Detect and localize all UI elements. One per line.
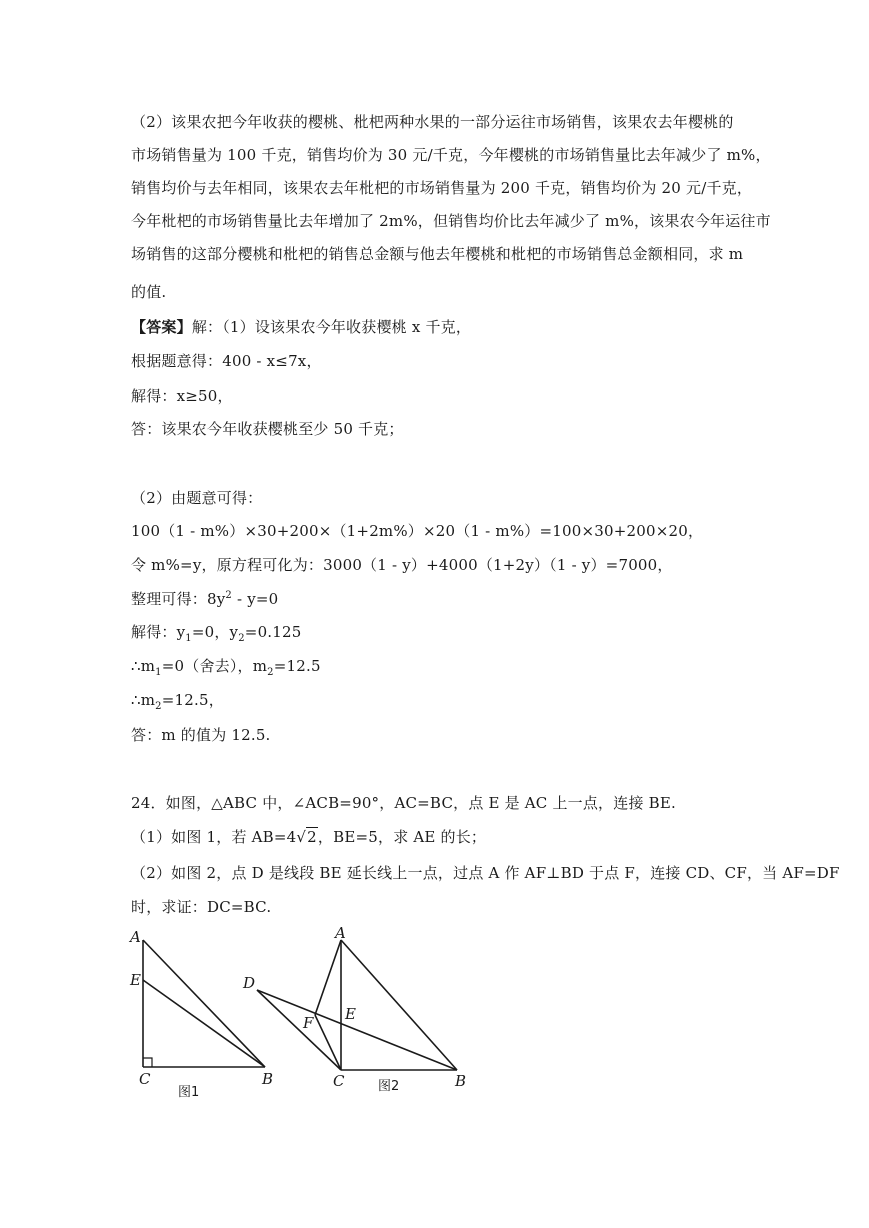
eq10-post: =12.5 xyxy=(273,657,321,675)
eq8-pre: 整理可得：8y xyxy=(131,590,226,608)
answer-line-7: 令 m%=y，原方程可化为：3000（1 - y）+4000（1+2y）（1 - y）=7000， xyxy=(131,556,673,574)
answer-line-8 xyxy=(131,589,278,609)
fig2-segment-db xyxy=(257,990,457,1070)
fig2-segment-fc xyxy=(315,1015,341,1070)
eq10-sub1: 1 xyxy=(155,667,162,678)
eq11-post: =12.5， xyxy=(161,691,224,709)
answer-label: 【答案】 xyxy=(131,318,192,336)
problem-line-2: 市场销售量为 100 千克，销售均价为 30 元/千克，今年樱桃的市场销售量比去年减少了 m%， xyxy=(131,146,771,164)
fig1-caption: 图1 xyxy=(178,1085,200,1100)
answer-line-10 xyxy=(131,656,321,676)
fig1-label-a: A xyxy=(130,928,141,946)
eq10-mid: =0（舍去），m xyxy=(161,657,268,675)
answer-line-2: 根据题意得：400 - x≤7x， xyxy=(131,352,322,370)
figure-2 xyxy=(257,940,457,1070)
fig2-label-b: B xyxy=(455,1072,467,1090)
answer-line-3: 解得：x≥50， xyxy=(131,387,233,405)
fig1-right-angle-mark xyxy=(143,1058,152,1067)
fig1-label-c: C xyxy=(139,1070,151,1088)
eq8-sup: 2 xyxy=(225,590,232,601)
answer-line-9 xyxy=(131,622,302,642)
eq9-sub2: 2 xyxy=(238,633,245,644)
answer-line-11 xyxy=(131,690,224,710)
answer-text-1: 解：（1）设该果农今年收获樱桃 x 千克， xyxy=(191,318,472,336)
q24-line-3: （2）如图 2，点 D 是线段 BE 延长线上一点，过点 A 作 AF⊥BD 于点 F，连接 CD、CF，当 AF=DF xyxy=(131,864,840,882)
fig2-label-d: D xyxy=(243,974,256,992)
geometry-figures xyxy=(125,920,475,1105)
eq9-mid: =0，y xyxy=(191,623,239,641)
answer-line-12: 答：m 的值为 12.5. xyxy=(131,726,271,744)
fig1-segment-eb xyxy=(143,980,265,1067)
eq10-sub2: 2 xyxy=(267,667,274,678)
sqrt-symbol: √ xyxy=(296,828,307,846)
eq8-post: - y=0 xyxy=(231,590,279,608)
problem-line-5: 场销售的这部分樱桃和枇杷的销售总金额与他去年樱桃和枇杷的市场销售总金额相同，求 m xyxy=(131,245,744,263)
fig2-label-f: F xyxy=(303,1014,314,1032)
eq9-sub1: 1 xyxy=(185,633,192,644)
q24-line-2 xyxy=(131,827,486,847)
answer-line-5: （2）由题意可得： xyxy=(131,489,263,507)
eq11-sub: 2 xyxy=(155,701,162,712)
fig1-segment-ab xyxy=(143,940,265,1067)
answer-line-1 xyxy=(131,317,471,337)
sqrt-radicand: 2 xyxy=(307,828,317,846)
fig2-label-e: E xyxy=(345,1005,356,1023)
fig1-label-b: B xyxy=(262,1070,274,1088)
eq9-post: =0.125 xyxy=(244,623,302,641)
figure-1 xyxy=(143,940,265,1067)
eq10-pre: ∴m xyxy=(131,657,156,675)
fig2-segment-dc xyxy=(257,990,341,1070)
q24-line-1: 24．如图，△ABC 中，∠ACB=90°，AC=BC，点 E 是 AC 上一点，连接 BE. xyxy=(131,794,676,812)
problem-line-3: 销售均价与去年相同，该果农去年枇杷的市场销售量为 200 千克，销售均价为 20 元/千克， xyxy=(131,179,753,197)
q24-line-4: 时，求证：DC=BC. xyxy=(131,898,272,916)
fig2-caption: 图2 xyxy=(378,1079,400,1094)
answer-line-6: 100（1 - m%）×30+200×（1+2m%）×20（1 - m%）=100×30+200×20， xyxy=(131,522,704,540)
fig2-label-a: A xyxy=(335,924,346,942)
fig2-segment-ab xyxy=(341,940,457,1070)
problem-line-1: （2）该果农把今年收获的樱桃、枇杷两种水果的一部分运往市场销售，该果农去年樱桃的 xyxy=(131,113,734,131)
answer-line-4: 答：该果农今年收获樱桃至少 50 千克； xyxy=(131,420,404,438)
q24-l2-post: ，BE=5，求 AE 的长； xyxy=(317,828,487,846)
problem-line-6: 的值. xyxy=(131,283,167,301)
eq11-pre: ∴m xyxy=(131,691,156,709)
fig2-label-c: C xyxy=(333,1072,345,1090)
q24-l2-pre: （1）如图 1，若 AB=4 xyxy=(131,828,297,846)
fig1-label-e: E xyxy=(130,971,141,989)
eq9-pre: 解得：y xyxy=(131,623,186,641)
fig2-segment-af xyxy=(315,940,341,1015)
problem-line-4: 今年枇杷的市场销售量比去年增加了 2m%，但销售均价比去年减少了 m%，该果农今年运往市 xyxy=(131,212,771,230)
